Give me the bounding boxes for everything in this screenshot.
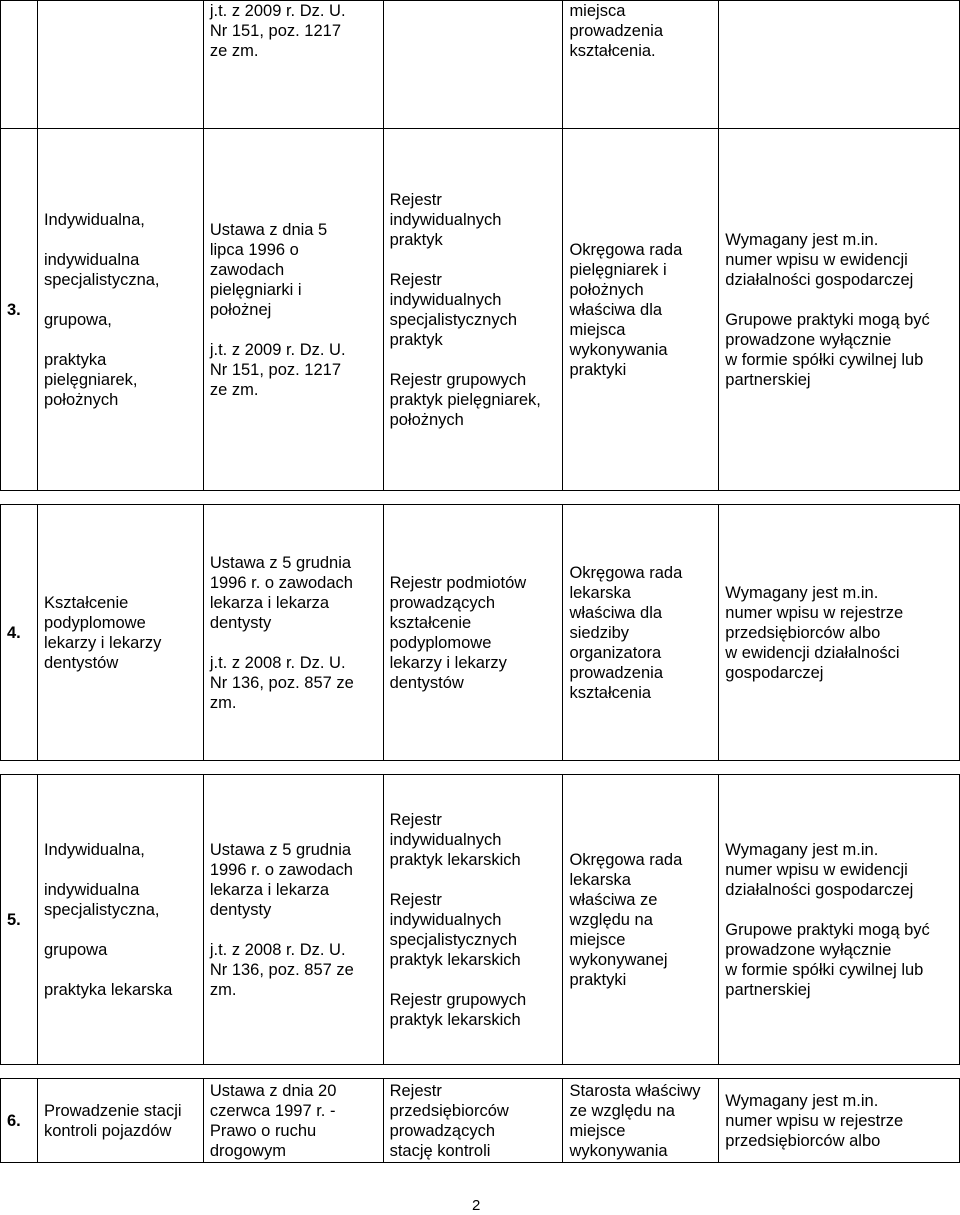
spacer [725, 900, 956, 920]
legal-basis-line: ze zm. [209, 42, 259, 60]
register-name-cell [383, 1079, 563, 1163]
authority-line: praktyki [569, 360, 627, 379]
authority-cell [563, 505, 719, 761]
register-name-line: Rejestr [389, 890, 442, 909]
register-name-line: praktyk [389, 330, 443, 349]
activity-name-cell [37, 1, 203, 129]
legal-basis-line: Ustawa z dnia 5 [209, 220, 328, 239]
requirements-cell [719, 1, 960, 129]
register-name-line: praktyk lekarskich [389, 950, 521, 969]
spacer [390, 970, 560, 990]
row-number-cell: 6. [1, 1079, 38, 1163]
legal-basis-line: 1996 r. o zawodach [209, 860, 353, 879]
legal-basis-line: zawodach [209, 260, 285, 279]
row-number-cell: 4. [1, 505, 38, 761]
page-number: 2 [472, 1197, 481, 1214]
authority-line: wykonywanej [569, 950, 668, 969]
activity-name-line: Indywidualna, [43, 210, 145, 229]
legal-basis-cell [203, 505, 383, 761]
register-name-line: kształcenie [389, 613, 472, 632]
register-name-cell [383, 1, 563, 129]
authority-line: Okręgowa rada [569, 850, 683, 869]
activity-name-line: dentystów [43, 653, 119, 672]
activity-name-line: praktyka [43, 350, 107, 369]
activity-name-line: Kształcenie [43, 593, 129, 612]
requirements-line: przedsiębiorców albo [725, 1131, 881, 1150]
legal-basis-line: lipca 1996 o [209, 240, 299, 259]
requirements-line: gospodarczej [725, 663, 824, 682]
authority-line: praktyki [569, 970, 627, 989]
activity-name-line: praktyka lekarska [43, 980, 173, 999]
legal-basis-line: j.t. z 2009 r. Dz. U. [209, 2, 346, 20]
requirements-line: w ewidencji działalności [725, 643, 900, 662]
legal-basis-line: Nr 151, poz. 1217 [209, 360, 341, 379]
register-name-line: specjalistycznych [389, 310, 518, 329]
register-name-cell [383, 129, 563, 491]
legal-basis-cell [203, 1079, 383, 1163]
authority-line: Okręgowa rada [569, 240, 683, 259]
spacer [44, 920, 200, 940]
register-name-line: indywidualnych [389, 290, 502, 309]
register-name-line: Rejestr [389, 270, 442, 289]
authority-line: wykonywania [569, 1141, 668, 1160]
register-name-cell [383, 775, 563, 1065]
requirements-cell [719, 775, 960, 1065]
register-name-line: Rejestr [389, 810, 442, 829]
table-row [1, 1, 960, 129]
authority-line: lekarska [569, 583, 631, 602]
row-gap [1, 491, 960, 505]
requirements-line: działalności gospodarczej [725, 880, 914, 899]
register-name-line: dentystów [389, 673, 464, 692]
spacer [44, 230, 200, 250]
spacer [390, 350, 560, 370]
requirements-line: Wymagany jest m.in. [725, 1091, 879, 1110]
activity-name-line: Indywidualna, [43, 840, 145, 859]
register-name-line: praktyk lekarskich [389, 850, 521, 869]
spacer [44, 960, 200, 980]
legal-basis-line: Ustawa z 5 grudnia [209, 840, 352, 859]
authority-line: Okręgowa rada [569, 563, 683, 582]
legal-basis-line: ze zm. [209, 380, 259, 399]
activity-name-line: specjalistyczna, [43, 900, 160, 919]
authority-line: właściwa ze [569, 890, 658, 909]
spacer [210, 320, 380, 340]
authority-line: położnych [569, 280, 644, 299]
requirements-line: Wymagany jest m.in. [725, 583, 879, 602]
requirements-line: działalności gospodarczej [725, 270, 914, 289]
authority-line: miejsca [569, 2, 626, 20]
spacer [210, 633, 380, 653]
spacer [44, 330, 200, 350]
register-name-line: indywidualnych [389, 210, 502, 229]
register-name-line: Rejestr grupowych [389, 990, 527, 1009]
legal-basis-line: zm. [209, 693, 237, 712]
register-name-line: specjalistycznych [389, 930, 518, 949]
register-name-line: prowadzących [389, 593, 496, 612]
activity-name-cell [37, 1079, 203, 1163]
activity-name-line: grupowa, [43, 310, 112, 329]
register-name-cell [383, 505, 563, 761]
legal-basis-cell [203, 775, 383, 1065]
legal-basis-line: j.t. z 2008 r. Dz. U. [209, 653, 346, 672]
activity-name-line: grupowa [43, 940, 108, 959]
table-row [1, 1079, 960, 1163]
requirements-line: w formie spółki cywilnej lub [725, 350, 924, 369]
spacer [44, 290, 200, 310]
register-name-line: podyplomowe [389, 633, 492, 652]
activity-name-cell [37, 505, 203, 761]
requirements-cell [719, 129, 960, 491]
authority-line: prowadzenia [569, 22, 663, 40]
gap-cell [1, 1065, 960, 1079]
register-name-line: praktyk [389, 230, 443, 249]
legal-basis-line: Ustawa z 5 grudnia [209, 553, 352, 572]
requirements-line: prowadzone wyłącznie [725, 940, 892, 959]
register-name-line: Rejestr [389, 1081, 442, 1100]
register-name-line: Rejestr [389, 190, 442, 209]
activity-name-line: indywidualna [43, 250, 140, 269]
authority-line: kształcenia [569, 683, 652, 702]
activity-name-line: podyplomowe [43, 613, 146, 632]
requirements-line: Grupowe praktyki mogą być [725, 310, 930, 329]
authority-line: prowadzenia [569, 663, 663, 682]
authority-cell [563, 1, 719, 129]
authority-line: lekarska [569, 870, 631, 889]
authority-line: Starosta właściwy [569, 1081, 701, 1100]
gap-cell [1, 491, 960, 505]
activity-name-line: kontroli pojazdów [43, 1121, 172, 1140]
spacer [390, 250, 560, 270]
register-name-line: Rejestr podmiotów [389, 573, 527, 592]
register-name-line: Rejestr grupowych [389, 370, 527, 389]
row-number-cell [1, 1, 38, 129]
requirements-line: w formie spółki cywilnej lub [725, 960, 924, 979]
authority-cell [563, 129, 719, 491]
requirements-line: prowadzone wyłącznie [725, 330, 892, 349]
requirements-line: Wymagany jest m.in. [725, 230, 879, 249]
register-name-line: stację kontroli [389, 1141, 491, 1160]
row-gap [1, 1065, 960, 1079]
activity-name-line: Prowadzenie stacji [43, 1101, 182, 1120]
requirements-cell [719, 505, 960, 761]
authority-line: pielęgniarek i [569, 260, 667, 279]
requirements-line: numer wpisu w rejestrze [725, 603, 904, 622]
authority-line: miejsce [569, 930, 626, 949]
register-name-line: indywidualnych [389, 830, 502, 849]
authority-line: organizatora [569, 643, 662, 662]
requirements-line: partnerskiej [725, 370, 811, 389]
requirements-line: przedsiębiorców albo [725, 623, 881, 642]
row-gap [1, 761, 960, 775]
activity-name-cell [37, 129, 203, 491]
requirements-line: Wymagany jest m.in. [725, 840, 879, 859]
activity-name-line: pielęgniarek, [43, 370, 138, 389]
legal-basis-line: pielęgniarki i [209, 280, 302, 299]
row-number-cell: 5. [1, 775, 38, 1065]
authority-line: wykonywania [569, 340, 668, 359]
requirements-cell [719, 1079, 960, 1163]
requirements-line: Grupowe praktyki mogą być [725, 920, 930, 939]
spacer [390, 870, 560, 890]
row-number-cell: 3. [1, 129, 38, 491]
requirements-line: numer wpisu w ewidencji [725, 860, 908, 879]
register-name-line: indywidualnych [389, 910, 502, 929]
requirements-line: numer wpisu w ewidencji [725, 250, 908, 269]
legal-basis-cell [203, 1, 383, 129]
legal-basis-line: drogowym [209, 1141, 286, 1160]
legal-basis-line: Prawo o ruchu [209, 1121, 317, 1140]
authority-line: miejsca [569, 320, 626, 339]
legal-basis-line: j.t. z 2008 r. Dz. U. [209, 940, 346, 959]
register-name-line: praktyk pielęgniarek, [389, 390, 541, 409]
authority-line: właściwa dla [569, 300, 663, 319]
activity-name-line: położnych [43, 390, 119, 409]
legal-basis-line: Nr 136, poz. 857 ze [209, 673, 354, 692]
authority-line: właściwa dla [569, 603, 663, 622]
activity-name-cell [37, 775, 203, 1065]
legal-basis-line: lekarza i lekarza [209, 593, 330, 612]
legal-basis-line: j.t. z 2009 r. Dz. U. [209, 340, 346, 359]
requirements-line: partnerskiej [725, 980, 811, 999]
legal-basis-line: lekarza i lekarza [209, 880, 330, 899]
table-row [1, 775, 960, 1065]
legal-basis-line: położnej [209, 300, 272, 319]
table-row [1, 505, 960, 761]
authority-line: miejsce [569, 1121, 626, 1140]
activity-name-line: indywidualna [43, 880, 140, 899]
table-row [1, 129, 960, 491]
authority-line: względu na [569, 910, 653, 929]
gap-cell [1, 761, 960, 775]
register-name-line: przedsiębiorców [389, 1101, 509, 1120]
legal-basis-line: dentysty [209, 900, 272, 919]
requirements-line: numer wpisu w rejestrze [725, 1111, 904, 1130]
register-name-line: położnych [389, 410, 464, 429]
legal-basis-line: Nr 151, poz. 1217 [209, 22, 341, 40]
spacer [44, 860, 200, 880]
authority-line: kształcenia. [569, 42, 656, 60]
register-name-line: lekarzy i lekarzy [389, 653, 507, 672]
authority-cell [563, 775, 719, 1065]
spacer [210, 920, 380, 940]
spacer [725, 290, 956, 310]
register-name-line: prowadzących [389, 1121, 496, 1140]
legal-basis-line: Ustawa z dnia 20 [209, 1081, 337, 1100]
authority-line: siedziby [569, 623, 630, 642]
legal-basis-cell [203, 129, 383, 491]
activity-name-line: specjalistyczna, [43, 270, 160, 289]
activity-name-line: lekarzy i lekarzy [43, 633, 162, 652]
legal-basis-line: Nr 136, poz. 857 ze [209, 960, 354, 979]
legal-basis-line: dentysty [209, 613, 272, 632]
authority-cell [563, 1079, 719, 1163]
register-name-line: praktyk lekarskich [389, 1010, 521, 1029]
legal-basis-line: czerwca 1997 r. - [209, 1101, 336, 1120]
legal-basis-line: zm. [209, 980, 237, 999]
legal-basis-line: 1996 r. o zawodach [209, 573, 353, 592]
authority-line: ze względu na [569, 1101, 675, 1120]
